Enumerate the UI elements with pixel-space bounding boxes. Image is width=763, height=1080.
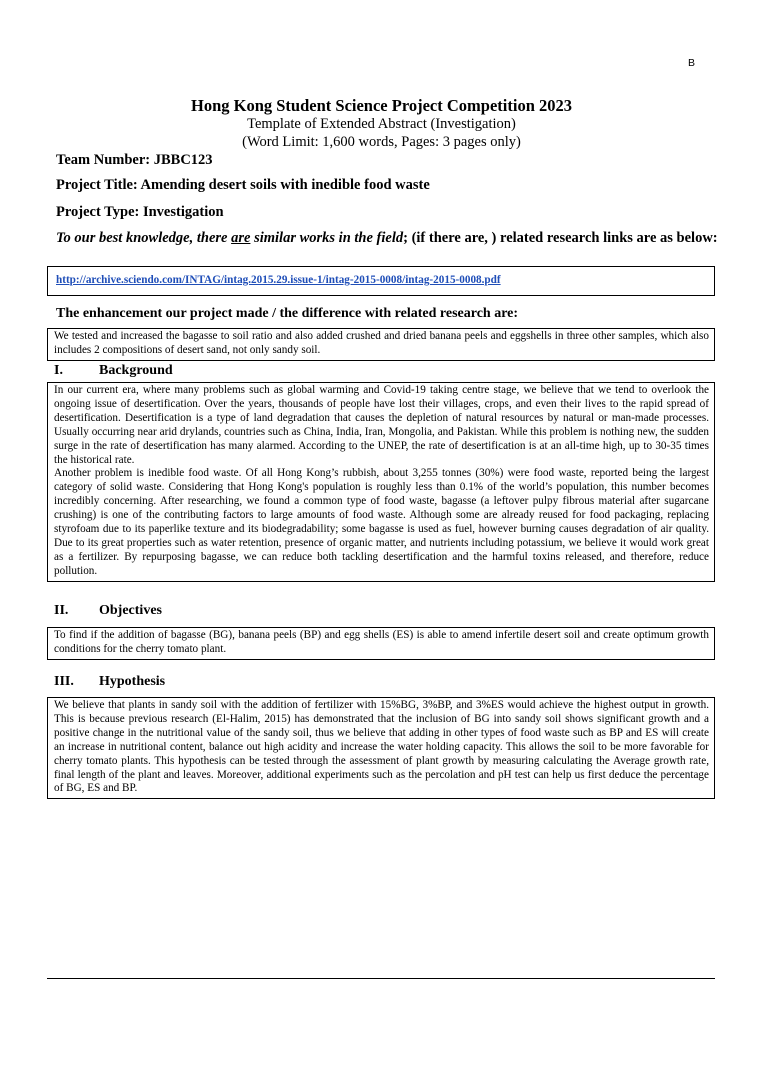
section-title: Hypothesis [99, 674, 166, 689]
section-title: Background [99, 363, 173, 378]
section-heading-hypothesis [54, 674, 165, 690]
competition-title: Hong Kong Student Science Project Competition 2023 [190, 96, 572, 115]
team-number: Team Number: JBBC123 [56, 152, 213, 168]
document-header [0, 96, 763, 151]
knowledge-part4: ; (if there are, ) related research links are as below: [403, 230, 718, 246]
background-paragraph-2: Another problem is inedible food waste. Of all Hong Kong’s rubbish, about 3,255 tonnes (30%) were food waste, reported being the largest category of solid waste. Considering that Hong Kong's population is roughly less than 0.1% of the world’s population, this number becomes incredibly concerning. After researching, we found a common type of food waste, bagasse (a leftover pulpy fibrous material after sugarcane crushing) is one of the contributing factors to large amounts of food waste. Although some are already reused for food packaging, replacing styrofoam due to its paperlike texture and its biodegradability; some bagasse is used as fuel, however burning causes degradation of air quality. Due to its great properties such as water retention, presence of organic matter, and nutrients including potassium, we believe it would work great as a fertilizer. By repurposing bagasse, we can reduce both tackling desertification and the harmful toxins released, and therefore, reduce pollution. [54, 467, 709, 577]
hypothesis-box [47, 697, 715, 799]
section-heading-objectives [54, 603, 162, 619]
knowledge-are: are [231, 230, 251, 246]
objectives-text: To find if the addition of bagasse (BG), banana peels (BP) and egg shells (ES) is able to amend infertile desert soil and create optimum growth conditions for the cherry tomato plant. [54, 629, 709, 655]
enhancement-text: We tested and increased the bagasse to soil ratio and also added crushed and dried banana peels and eggshells in three other samples, which also includes 2 compositions of desert sand, not only sandy soil. [54, 330, 709, 356]
project-type: Project Type: Investigation [56, 204, 224, 220]
project-title: Project Title: Amending desert soils with inedible food waste [56, 177, 430, 193]
enhancement-box [47, 328, 715, 361]
section-heading-background [54, 363, 173, 379]
section-number: III. [54, 674, 74, 689]
knowledge-part3: similar works in the field [250, 230, 404, 246]
section-number: I. [54, 363, 63, 378]
word-limit-subtitle: (Word Limit: 1,600 words, Pages: 3 pages only) [242, 133, 521, 150]
enhancement-heading: The enhancement our project made / the difference with related research are: [56, 306, 519, 321]
page-letter: B [687, 57, 695, 69]
background-paragraph-1: In our current era, where many problems such as global warming and Covid-19 taking centre stage, we believe that we tend to overlook the ongoing issue of desertification. Over the years, thousands of people have lost their villages, crops, and even their lives to the rapid spread of desertification. Desertification is a type of land degradation that causes the depletion of natural resources by natural or man-made processes. Usually occurring near arid drylands, countries such as China, India, Iran, Mongolia, and Pakistan. While this problem is nothing new, the sudden surge in the rate of desertification has many alarmed. According to the UNEP, the rate of desertification is at an all-time high, up to 30-35 times the historical rate. [54, 384, 709, 466]
knowledge-part1: To our best knowledge, there [56, 230, 232, 246]
template-subtitle: Template of Extended Abstract (Investigation) [247, 116, 516, 132]
related-research-link[interactable]: http://archive.sciendo.com/INTAG/intag.2015.29.issue-1/intag-2015-0008/intag-2015-0008.pdf [56, 274, 501, 286]
section-number: II. [54, 603, 69, 618]
objectives-box [47, 627, 715, 660]
hypothesis-text: We believe that plants in sandy soil with the addition of fertilizer with 15%BG, 3%BP, and 3%ES would achieve the highest output in growth. This is because previous research (El-Halim, 2015) has demonstrated that the inclusion of BG into sandy soil shows significant growth and a positive change in the nutritional value of the sandy soil, thus we believe that adding in other types of food waste such as BP and ES will create an increase in nutritional content, balance out high acidity and increase the water holding capacity. This allows the soil to be more favorable for cherry tomato plants. This hypothesis can be tested through the assessment of plant growth by measuring calculating the Average growth rate, final length of the plant and leaves. Moreover, additional experiments such as the percolation and pH test can help us first deduce the percentage of BG, ES and BP. [54, 699, 709, 795]
related-link-box [47, 266, 715, 296]
background-box [47, 382, 715, 582]
section-title: Objectives [99, 603, 162, 618]
footer-divider [47, 978, 715, 979]
related-works-statement [56, 228, 718, 249]
